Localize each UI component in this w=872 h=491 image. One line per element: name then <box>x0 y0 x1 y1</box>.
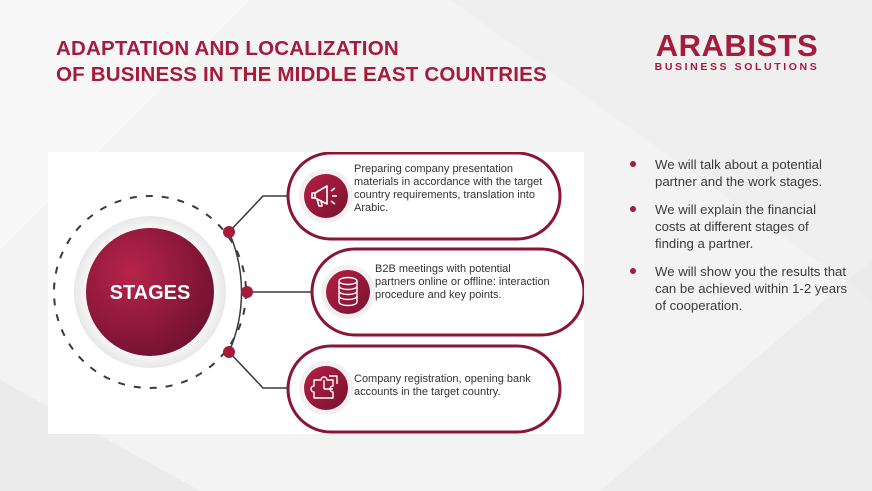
company-logo <box>652 30 822 73</box>
connector-3 <box>229 352 288 388</box>
connector-dot-2 <box>241 286 253 298</box>
list-item <box>630 263 850 314</box>
stage-text-2: B2B meetings with potential partners online or offline: interaction procedure and key points. <box>375 263 550 301</box>
logo-sub-text: BUSINESS SOLUTIONS <box>654 61 820 73</box>
title-line-1: ADAPTATION AND LOCALIZATION <box>56 37 399 60</box>
connector-dot-1 <box>223 226 235 238</box>
benefits-list <box>630 156 850 325</box>
bullet-text: We will explain the financial costs at different stages of finding a partner. <box>655 202 817 251</box>
logo-main-text: ARABISTS <box>655 28 819 63</box>
stages-panel <box>48 152 584 434</box>
center-label: STAGES <box>109 282 191 304</box>
list-item <box>630 201 850 252</box>
title-line-2: OF BUSINESS IN THE MIDDLE EAST COUNTRIES <box>56 63 547 86</box>
bullet-dot-icon <box>630 206 636 212</box>
connector-dot-3 <box>223 346 235 358</box>
bullet-dot-icon <box>630 161 636 167</box>
page-title <box>56 36 547 88</box>
stage-text-1: Preparing company presentation materials in accordance with the target country requirements, translation into Arabic. <box>354 163 543 214</box>
bullet-text: We will talk about a potential partner and the work stages. <box>655 157 823 189</box>
connector-arc <box>229 232 242 352</box>
list-item <box>630 156 850 190</box>
bullet-dot-icon <box>630 268 636 274</box>
connector-1 <box>229 196 288 232</box>
stage-text-3: Company registration, opening bank accounts in the target country. <box>354 373 531 398</box>
bullet-text: We will show you the results that can be achieved within 1-2 years of cooperation. <box>655 264 848 313</box>
